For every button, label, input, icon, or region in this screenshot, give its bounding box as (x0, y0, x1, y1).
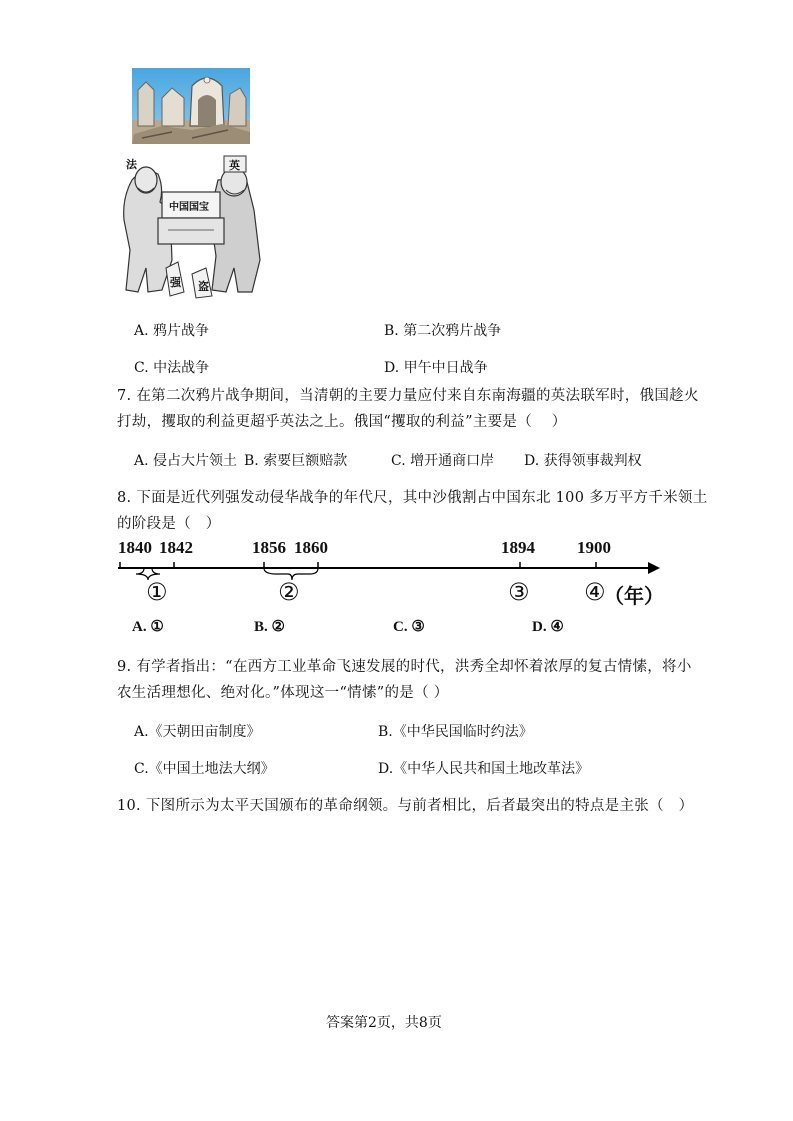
timeline-year-1900: 1900 (577, 538, 611, 557)
timeline-unit: （年） (604, 584, 664, 608)
timeline (112, 534, 672, 614)
q6-option-d[interactable]: D. 甲午中日战争 (384, 360, 488, 376)
timeline-year-1840: 1840 (118, 538, 152, 557)
q8-option-c[interactable]: C. ③ (393, 619, 425, 635)
q8-stem-line1: 8. 下面是近代列强发动侵华战争的年代尺，其中沙俄割占中国东北 100 多万平方千米领土 (117, 490, 708, 506)
cartoon-image (118, 150, 268, 300)
q9-stem-line1: 9. 有学者指出：“在西方工业革命飞速发展的时代，洪秀全却怀着浓厚的复古情愫，将小 (117, 659, 692, 675)
page-footer: 答案第2页，共8页 (326, 1015, 442, 1031)
q9-option-a[interactable]: A.《天朝田亩制度》 (134, 724, 261, 740)
cartoon-left-flag: 法 (126, 158, 137, 171)
timeline-year-1894: 1894 (501, 538, 535, 557)
q9-option-b[interactable]: B.《中华民国临时约法》 (378, 724, 533, 740)
timeline-mark-3: ③ (508, 578, 530, 606)
cartoon-right-flag: 英 (229, 159, 240, 172)
cartoon-chest-text: 中国国宝 (169, 202, 209, 213)
q7-stem-line1: 7. 在第二次鸦片战争期间，当清朝的主要力量应付来自东南海疆的英法联军时，俄国趁火 (117, 388, 699, 404)
q7-option-c[interactable]: C. 增开通商口岸 (391, 453, 495, 469)
q6-option-a[interactable]: A. 鸦片战争 (134, 323, 210, 339)
q9-option-c[interactable]: C.《中国土地法大纲》 (134, 761, 275, 777)
q10-stem-line1: 10. 下图所示为太平天国颁布的革命纲领。与前者相比，后者最突出的特点是主张（ ） (117, 798, 694, 814)
q7-option-d[interactable]: D. 获得领事裁判权 (524, 453, 642, 469)
q7-option-b[interactable]: B. 索要巨额赔款 (244, 453, 348, 469)
timeline-mark-4: ④ (584, 578, 606, 606)
q8-option-d[interactable]: D. ④ (532, 619, 564, 635)
q7-stem-line2: 打劫，攫取的利益更超乎英法之上。俄国“攫取的利益”主要是（ ） (117, 414, 567, 430)
ruins-photo (132, 68, 250, 144)
q6-option-b[interactable]: B. 第二次鸦片战争 (384, 323, 502, 339)
timeline-year-1842: 1842 (159, 538, 193, 557)
cartoon-right-tag: 盗 (198, 280, 209, 293)
q8-option-a[interactable]: A. ① (132, 619, 164, 635)
q9-option-d[interactable]: D.《中华人民共和国土地改革法》 (378, 761, 590, 777)
q7-option-a[interactable]: A. 侵占大片领土 (134, 453, 238, 469)
cartoon-left-tag: 强 (170, 276, 181, 289)
q6-option-c[interactable]: C. 中法战争 (134, 360, 210, 376)
timeline-mark-1: ① (146, 578, 168, 606)
q8-stem-line2: 的阶段是（ ） (117, 516, 221, 532)
q8-option-b[interactable]: B. ② (254, 619, 285, 635)
timeline-year-1860: 1860 (294, 538, 328, 557)
timeline-mark-2: ② (278, 578, 300, 606)
timeline-year-1856: 1856 (252, 538, 286, 557)
q9-stem-line2: 农生活理想化、绝对化。”体现这一“情愫”的是（ ） (117, 685, 449, 701)
